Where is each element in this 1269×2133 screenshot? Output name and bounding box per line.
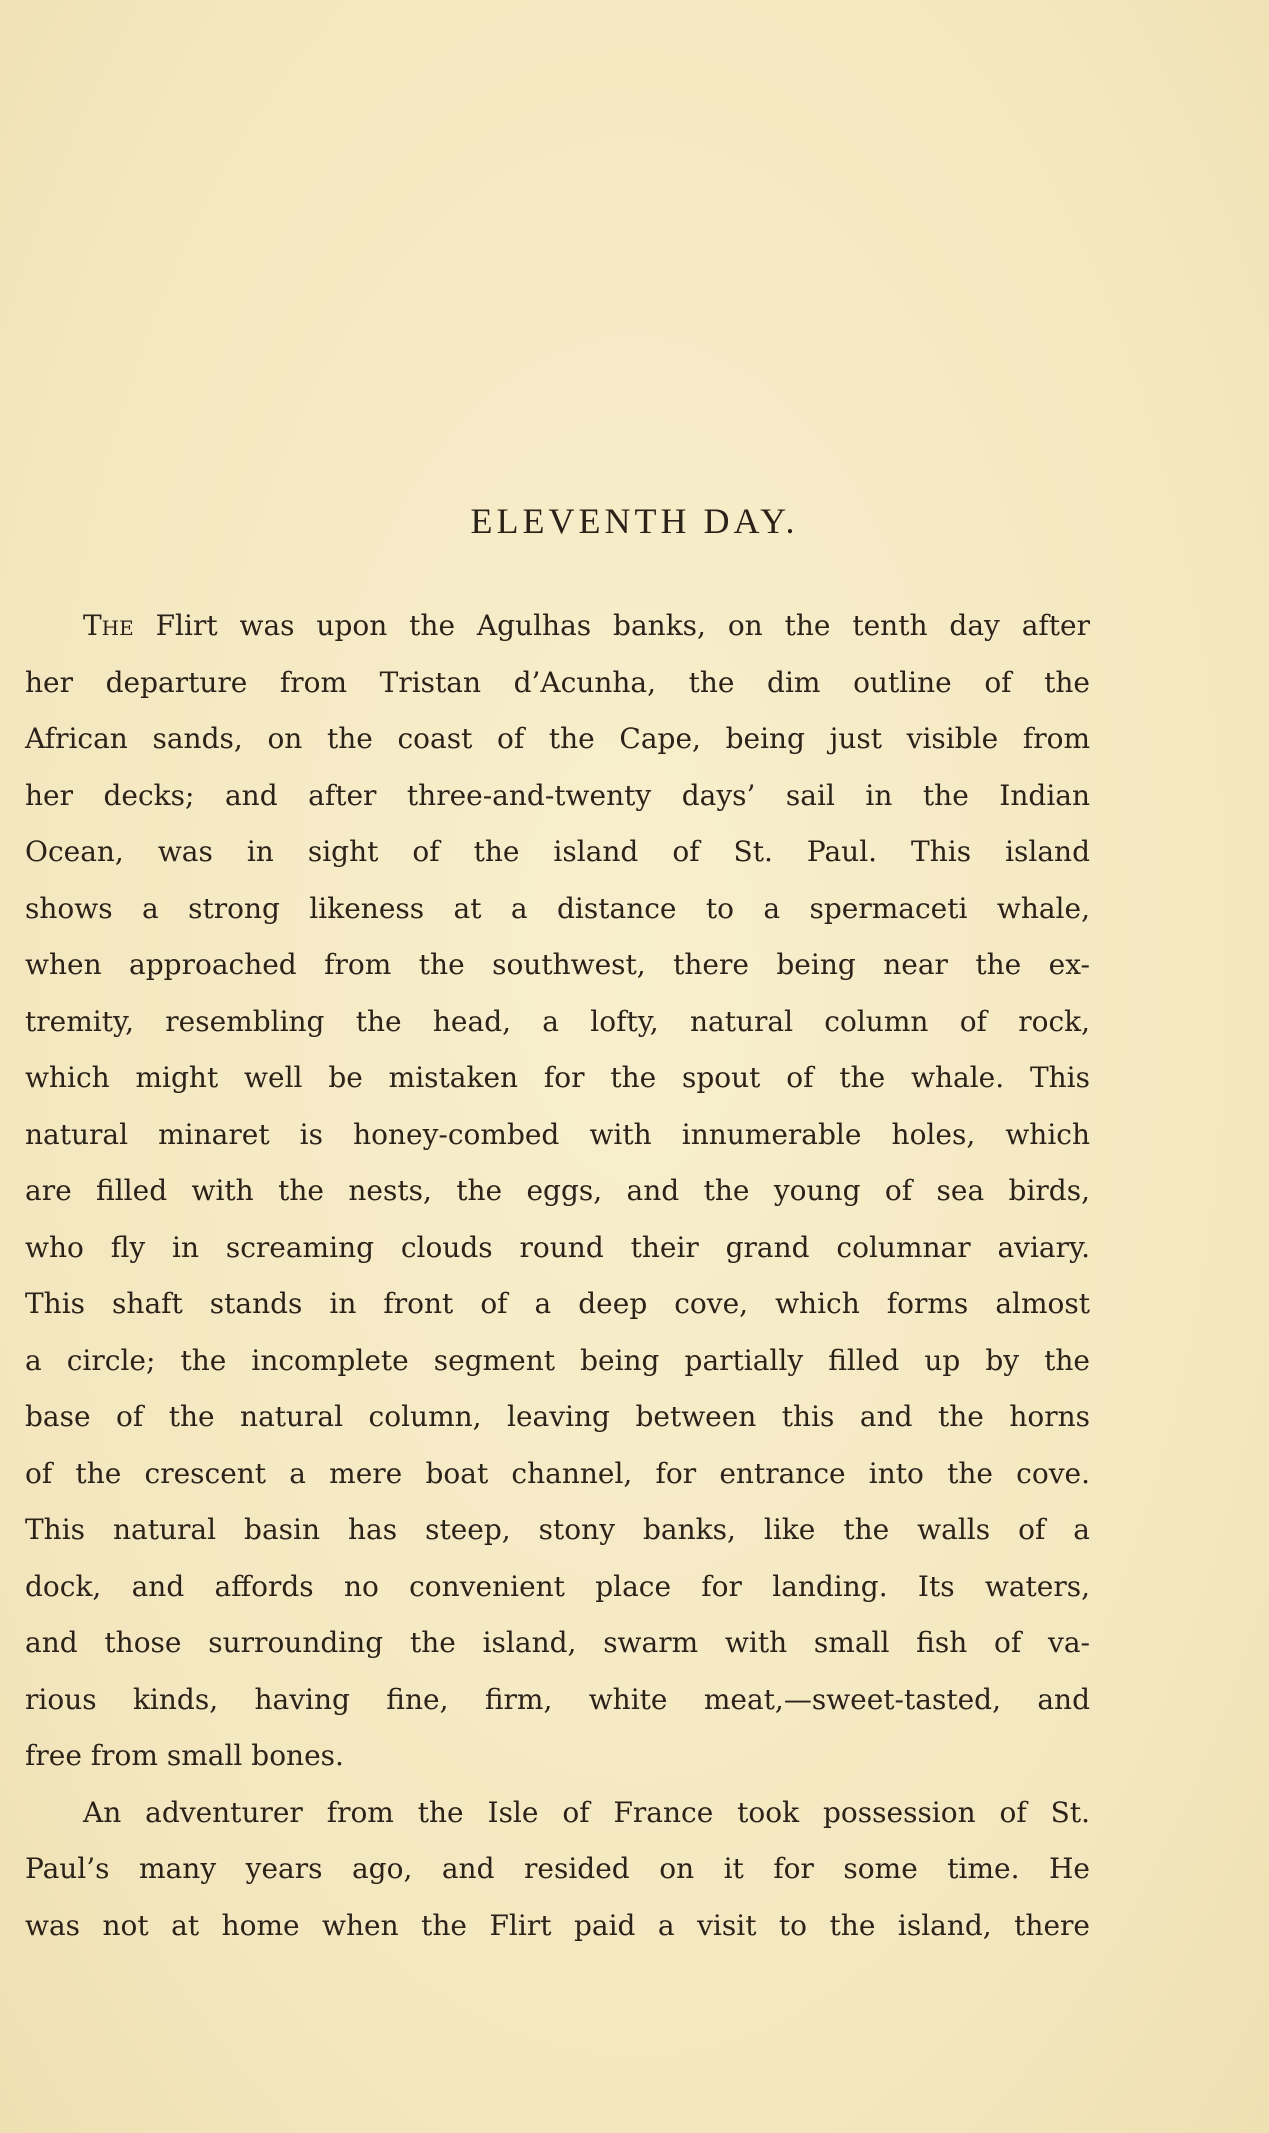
- text-line: base of the natural column, leaving between this and the horns: [25, 1400, 1090, 1433]
- paragraph-1: [25, 598, 1090, 1785]
- text-line: her decks; and after three-and-twenty days’ sail in the Indian: [25, 778, 1090, 812]
- text-line: Paul’s many years ago, and resided on it for some time. He: [25, 1852, 1090, 1885]
- text-line: African sands, on the coast of the Cape, being just visible from: [25, 722, 1090, 755]
- text-line: when approached from the southwest, there being near the ex-: [25, 948, 1090, 981]
- text-line: Ocean, was in sight of the island of St. Paul. This island: [25, 835, 1090, 868]
- text-line: was not at home when the Flirt paid a visit to the island, there: [25, 1908, 1090, 1942]
- show-through-ink: [40, 200, 1220, 500]
- text-line: and those surrounding the island, swarm with small fish of va-: [25, 1626, 1090, 1659]
- text-line: An adventurer from the Isle of France took possession of St.: [83, 1795, 1090, 1829]
- text-line: natural minaret is honey-combed with innumerable holes, which: [25, 1117, 1090, 1151]
- chapter-body: [25, 598, 1090, 1954]
- text-line: are filled with the nests, the eggs, and the young of sea birds,: [25, 1174, 1090, 1207]
- text-line: her departure from Tristan d’Acunha, the dim outline of the: [25, 665, 1090, 699]
- text-line: dock, and affords no convenient place for landing. Its waters,: [25, 1569, 1090, 1603]
- text-line: This shaft stands in front of a deep cove, which forms almost: [25, 1287, 1090, 1320]
- text-line: tremity, resembling the head, a lofty, natural column of rock,: [25, 1004, 1090, 1038]
- drop-lead-word: The: [83, 609, 134, 642]
- text-line: a circle; the incomplete segment being partially filled up by the: [25, 1343, 1090, 1377]
- text-line: The Flirt was upon the Agulhas banks, on the tenth day after: [83, 609, 1090, 642]
- text-line: shows a strong likeness at a distance to a spermaceti whale,: [25, 891, 1090, 925]
- text-line: rious kinds, having fine, firm, white meat,—sweet-tasted, and: [25, 1682, 1090, 1716]
- text-line: free from small bones.: [25, 1739, 344, 1772]
- text-line: of the crescent a mere boat channel, for entrance into the cove.: [25, 1456, 1090, 1490]
- text-line: This natural basin has steep, stony banks, like the walls of a: [25, 1513, 1090, 1546]
- text-line: who fly in screaming clouds round their grand columnar aviary.: [25, 1230, 1090, 1264]
- text-line: which might well be mistaken for the spout of the whale. This: [25, 1061, 1090, 1094]
- paragraph-2: [25, 1785, 1090, 1955]
- chapter-heading: ELEVENTH DAY.: [470, 501, 799, 541]
